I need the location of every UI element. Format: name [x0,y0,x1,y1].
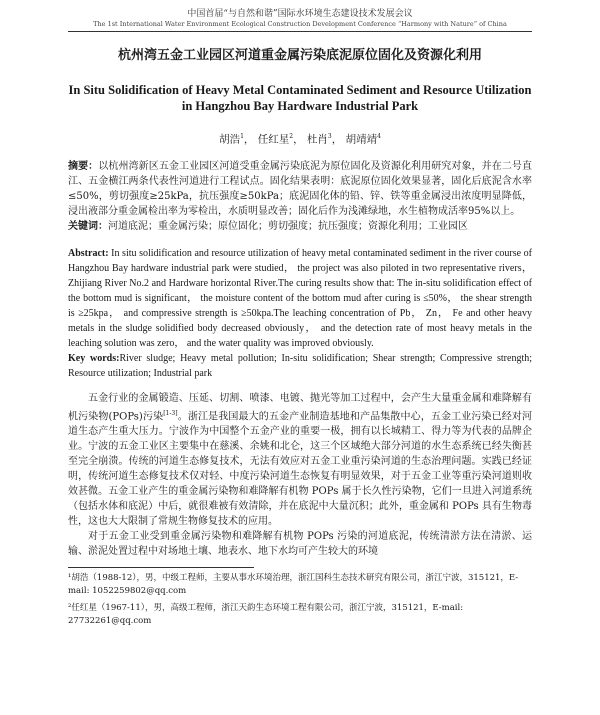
author-list: 胡浩$^1$， 任红星$^2$， 杜肖$^3$， 胡靖靖$^4$ [219,133,381,146]
title-chinese: 杭州湾五金工业园区河道重金属污染底泥原位固化及资源化利用 [117,48,482,63]
abstract-label: Abstract: [68,247,109,259]
author-affiliation-mark: 2 [289,133,294,140]
keywords-text: 河道底泥；重金属污染；原位固化；剪切强度；抗压强度；资源化利用；工业园区 [108,220,468,232]
abstract-label: 摘要： [68,160,99,172]
abstract-english [68,246,532,351]
abstract-text: 以杭州湾新区五金工业园区河道受重金属污染底泥为原位固化及资源化利用研究对象，并在二号直江、五金横江两条代表性河道进行工程试点。固化结果表明：底泥原位固化效果显著，固化后底泥含水率≤50%，剪切强度≥25kPa，抗压强度≥50kPa；底泥固化体的铅、锌、铁等重金属浸出浓度明显降低，浸出液部分重金属检出率为零检出，水质明显改善；固化后作为浅滩绿地，水生植物成活率95%以上。 [68,160,533,217]
author-affiliation-mark: 1 [240,133,244,140]
body-paragraph [68,529,532,559]
author-name: 胡浩 [219,133,241,146]
header-chinese: 中国首届“与自然和谐”国际水环境生态建设技术发展会议 [187,9,413,19]
body-text: 五金行业的金属锻造、压延、切割、喷漆、电镀、抛光等加工过程中，会产生大量重金属和难降解有机污染物(POPs)污染 [68,392,532,422]
keywords-label: Key words: [68,352,120,364]
keywords-english [68,351,532,381]
author-name: 胡靖靖 [345,133,378,146]
abstract-chinese [68,159,532,219]
running-header [68,0,532,32]
title-english: In Situ Solidification of Heavy Metal Contaminated Sediment and Resource Utilization in Hangzhou Bay Hardware Industrial Park [68,83,532,113]
footnote: ²任红星（1967-11），男，高级工程师，浙江天韵生态环境工程有限公司，浙江宁波，315121，E-mail: 27732261@qq.com [68,602,464,626]
author-name: 任红星 [257,133,290,146]
author-affiliation-mark: 4 [377,133,381,140]
body-text: 。浙江是我国最大的五金产业制造基地和产品集散中心，五金工业污染已经对河道生态产生重大压力。宁波作为中国整个五金产业的重要一极，拥有以长城精工、得力等为代表的品牌企业。宁波的五金工业区主要集中在慈溪、余姚和北仑，这三个区域绝大部分河道的水生态系统已经失衡甚至完全崩溃。传统的河道生态修复技术，无法有效应对五金工业重污染河道的生态治理问题。实践已经证明，传统河道生态修复技术仅对轻、中度污染河道生态恢复有明显效果，对于五金工业等重污染河道则收效甚微。五金工业产生的重金属污染物和难降解有机物 POPs 属于长久性污染物，它们一旦进入河道系统（包括水体和底泥）中后，就很难被有效清除，并在底泥中大量沉积；此外，重金属和 POPs 具有生物毒性，这也大大限制了常规生物修复技术的应用。 [68,410,533,527]
citation-mark: [1-3] [163,409,178,417]
keywords-text: River sludge; Heavy metal pollution; In-situ solidification; Shear strength; Compressive strength; Resource utilization; Industrial park [68,352,533,379]
body-text: 对于五金工业受到重金属污染物和难降解有机物 POPs 污染的河道底泥，传统清淤方法在清淤、运输、淤泥处置过程中对场地土壤、地表水、地下水均可产生较大的环境 [68,530,532,557]
abstract-text: In situ solidification and resource utilization of heavy metal contaminated sediment in the river course of Hangzhou Bay hardware industrial park were studied， the project was also piloted in two representative rivers， Zhijiang River No.2 and Hardware horizontal River.The curing results show that: The in-situ solidification effect of the bottom mud is significant， the moisture content of the bottom mud after curing is ≤50%， the shear strength is ≥25kpa， and compressive strength is ≥50kpa.The leaching concentration of Pb， Zn， Fe and other heavy metals in the sludge solidified body decreased obviously， and the detection rate of most heavy metals in the leaching solution was zero， and the water quality was improved obviously. [68,247,533,349]
header-english: The 1st International Water Environment Ecological Construction Development Conference “Harmony with Nature” of China [93,20,507,28]
author-name: 杜肖 [306,133,328,146]
keywords-label: 关键词： [68,220,108,232]
body-paragraph [68,391,532,529]
footnote-rule [68,567,254,568]
author-affiliation-mark: 3 [327,133,332,140]
keywords-chinese [68,219,532,234]
footnote: ¹胡浩（1988-12），男，中级工程师，主要从事水环境治理，浙江国科生态技术研究有限公司，浙江宁波，315121，E-mail: 1052259802@qq.com [68,572,519,596]
header-rule [68,31,532,32]
